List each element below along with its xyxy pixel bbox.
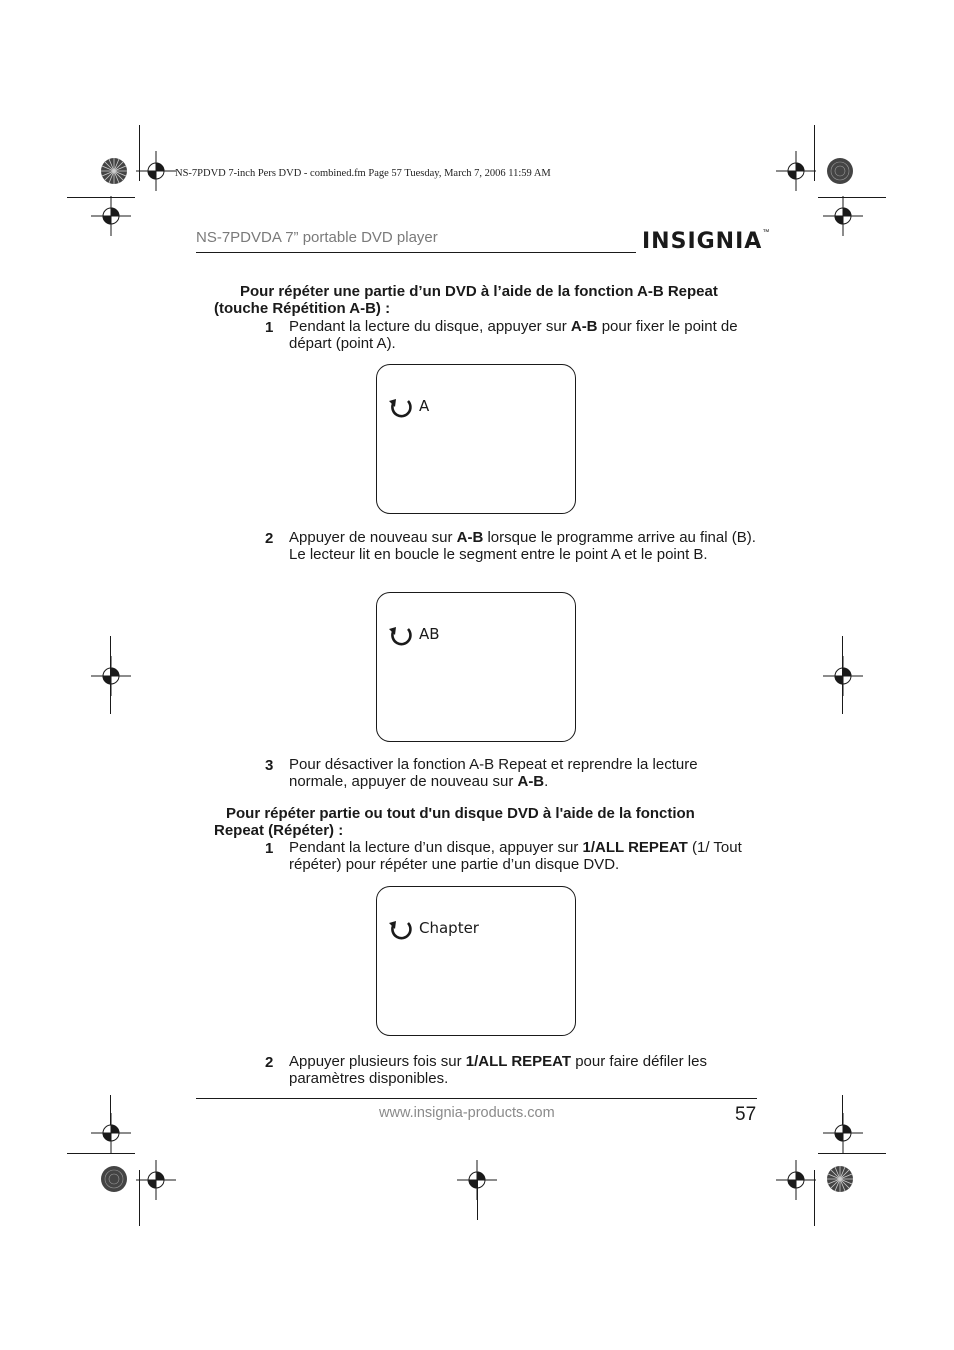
registration-mark-icon	[776, 1160, 816, 1200]
step-text: Appuyer de nouveau sur A-B lorsque le programme arrive au final (B). Le lecteur lit en boucle le segment entre le point A et le point B.	[289, 529, 756, 563]
crop-line	[110, 1095, 111, 1125]
registration-mark-icon	[823, 656, 863, 696]
registration-mark-icon	[823, 196, 863, 236]
footer-rule	[196, 1098, 757, 1099]
step-text: Appuyer plusieurs fois sur 1/ALL REPEAT pour faire défiler les paramètres disponibles.	[289, 1053, 707, 1087]
registration-mark-icon	[823, 1113, 863, 1153]
crop-line	[842, 1095, 843, 1125]
starburst-target-icon	[94, 151, 134, 191]
heading-line: Repeat (Répéter) :	[214, 822, 344, 839]
file-info: NS-7PDVD 7-inch Pers DVD - combined.fm Page 57 Tuesday, March 7, 2006 11:59 AM	[175, 168, 551, 179]
section-heading-ab-repeat	[214, 283, 718, 317]
step-text: Pendant la lecture d’un disque, appuyer sur 1/ALL REPEAT (1/ Tout répéter) pour répéter une partie d’un disque DVD.	[289, 839, 742, 873]
starburst-target-icon	[820, 151, 860, 191]
step-number: 3	[265, 757, 274, 774]
crop-line	[818, 1153, 886, 1154]
step-text: Pour désactiver la fonction A-B Repeat et reprendre la lecture normale, appuyer de nouveau sur A-B.	[289, 756, 698, 790]
repeat-icon	[387, 623, 417, 647]
registration-mark-icon	[136, 151, 176, 191]
heading-line: Pour répéter partie ou tout d'un disque DVD à l'aide de la fonction	[226, 805, 695, 822]
osd-screen-a	[376, 364, 576, 514]
registration-mark-icon	[91, 196, 131, 236]
osd-label: Chapter	[419, 919, 479, 937]
osd-screen-ab	[376, 592, 576, 742]
step-number: 2	[265, 530, 274, 547]
repeat-icon	[387, 395, 417, 419]
heading-line: Pour répéter une partie d’un DVD à l’aide de la fonction A-B Repeat	[240, 283, 718, 300]
starburst-target-icon	[820, 1159, 860, 1199]
crop-line	[477, 1180, 478, 1220]
starburst-target-icon	[94, 1159, 134, 1199]
section-heading-repeat	[214, 805, 695, 839]
page-header-title: NS-7PDVDA 7” portable DVD player	[196, 229, 438, 246]
heading-line: (touche Répétition A-B) :	[214, 300, 391, 317]
registration-mark-icon	[91, 656, 131, 696]
step-number: 1	[265, 319, 274, 336]
registration-mark-icon	[136, 1160, 176, 1200]
logo-text: INSIGNIA	[642, 229, 763, 254]
osd-label: AB	[419, 625, 440, 643]
step-number: 1	[265, 840, 274, 857]
step-number: 2	[265, 1054, 274, 1071]
step-text: Pendant la lecture du disque, appuyer sur A-B pour fixer le point de départ (point A).	[289, 318, 738, 352]
crop-line	[842, 636, 843, 714]
registration-mark-icon	[776, 151, 816, 191]
crop-line	[67, 1153, 135, 1154]
registration-mark-icon	[91, 1113, 131, 1153]
crop-line	[110, 636, 111, 714]
page-number: 57	[735, 1104, 757, 1125]
insignia-logo	[642, 229, 769, 254]
repeat-icon	[387, 917, 417, 941]
osd-screen-chapter	[376, 886, 576, 1036]
header-rule	[196, 252, 636, 253]
logo-tm: ™	[762, 229, 770, 236]
footer-url: www.insignia-products.com	[379, 1105, 555, 1121]
osd-label: A	[419, 397, 430, 415]
